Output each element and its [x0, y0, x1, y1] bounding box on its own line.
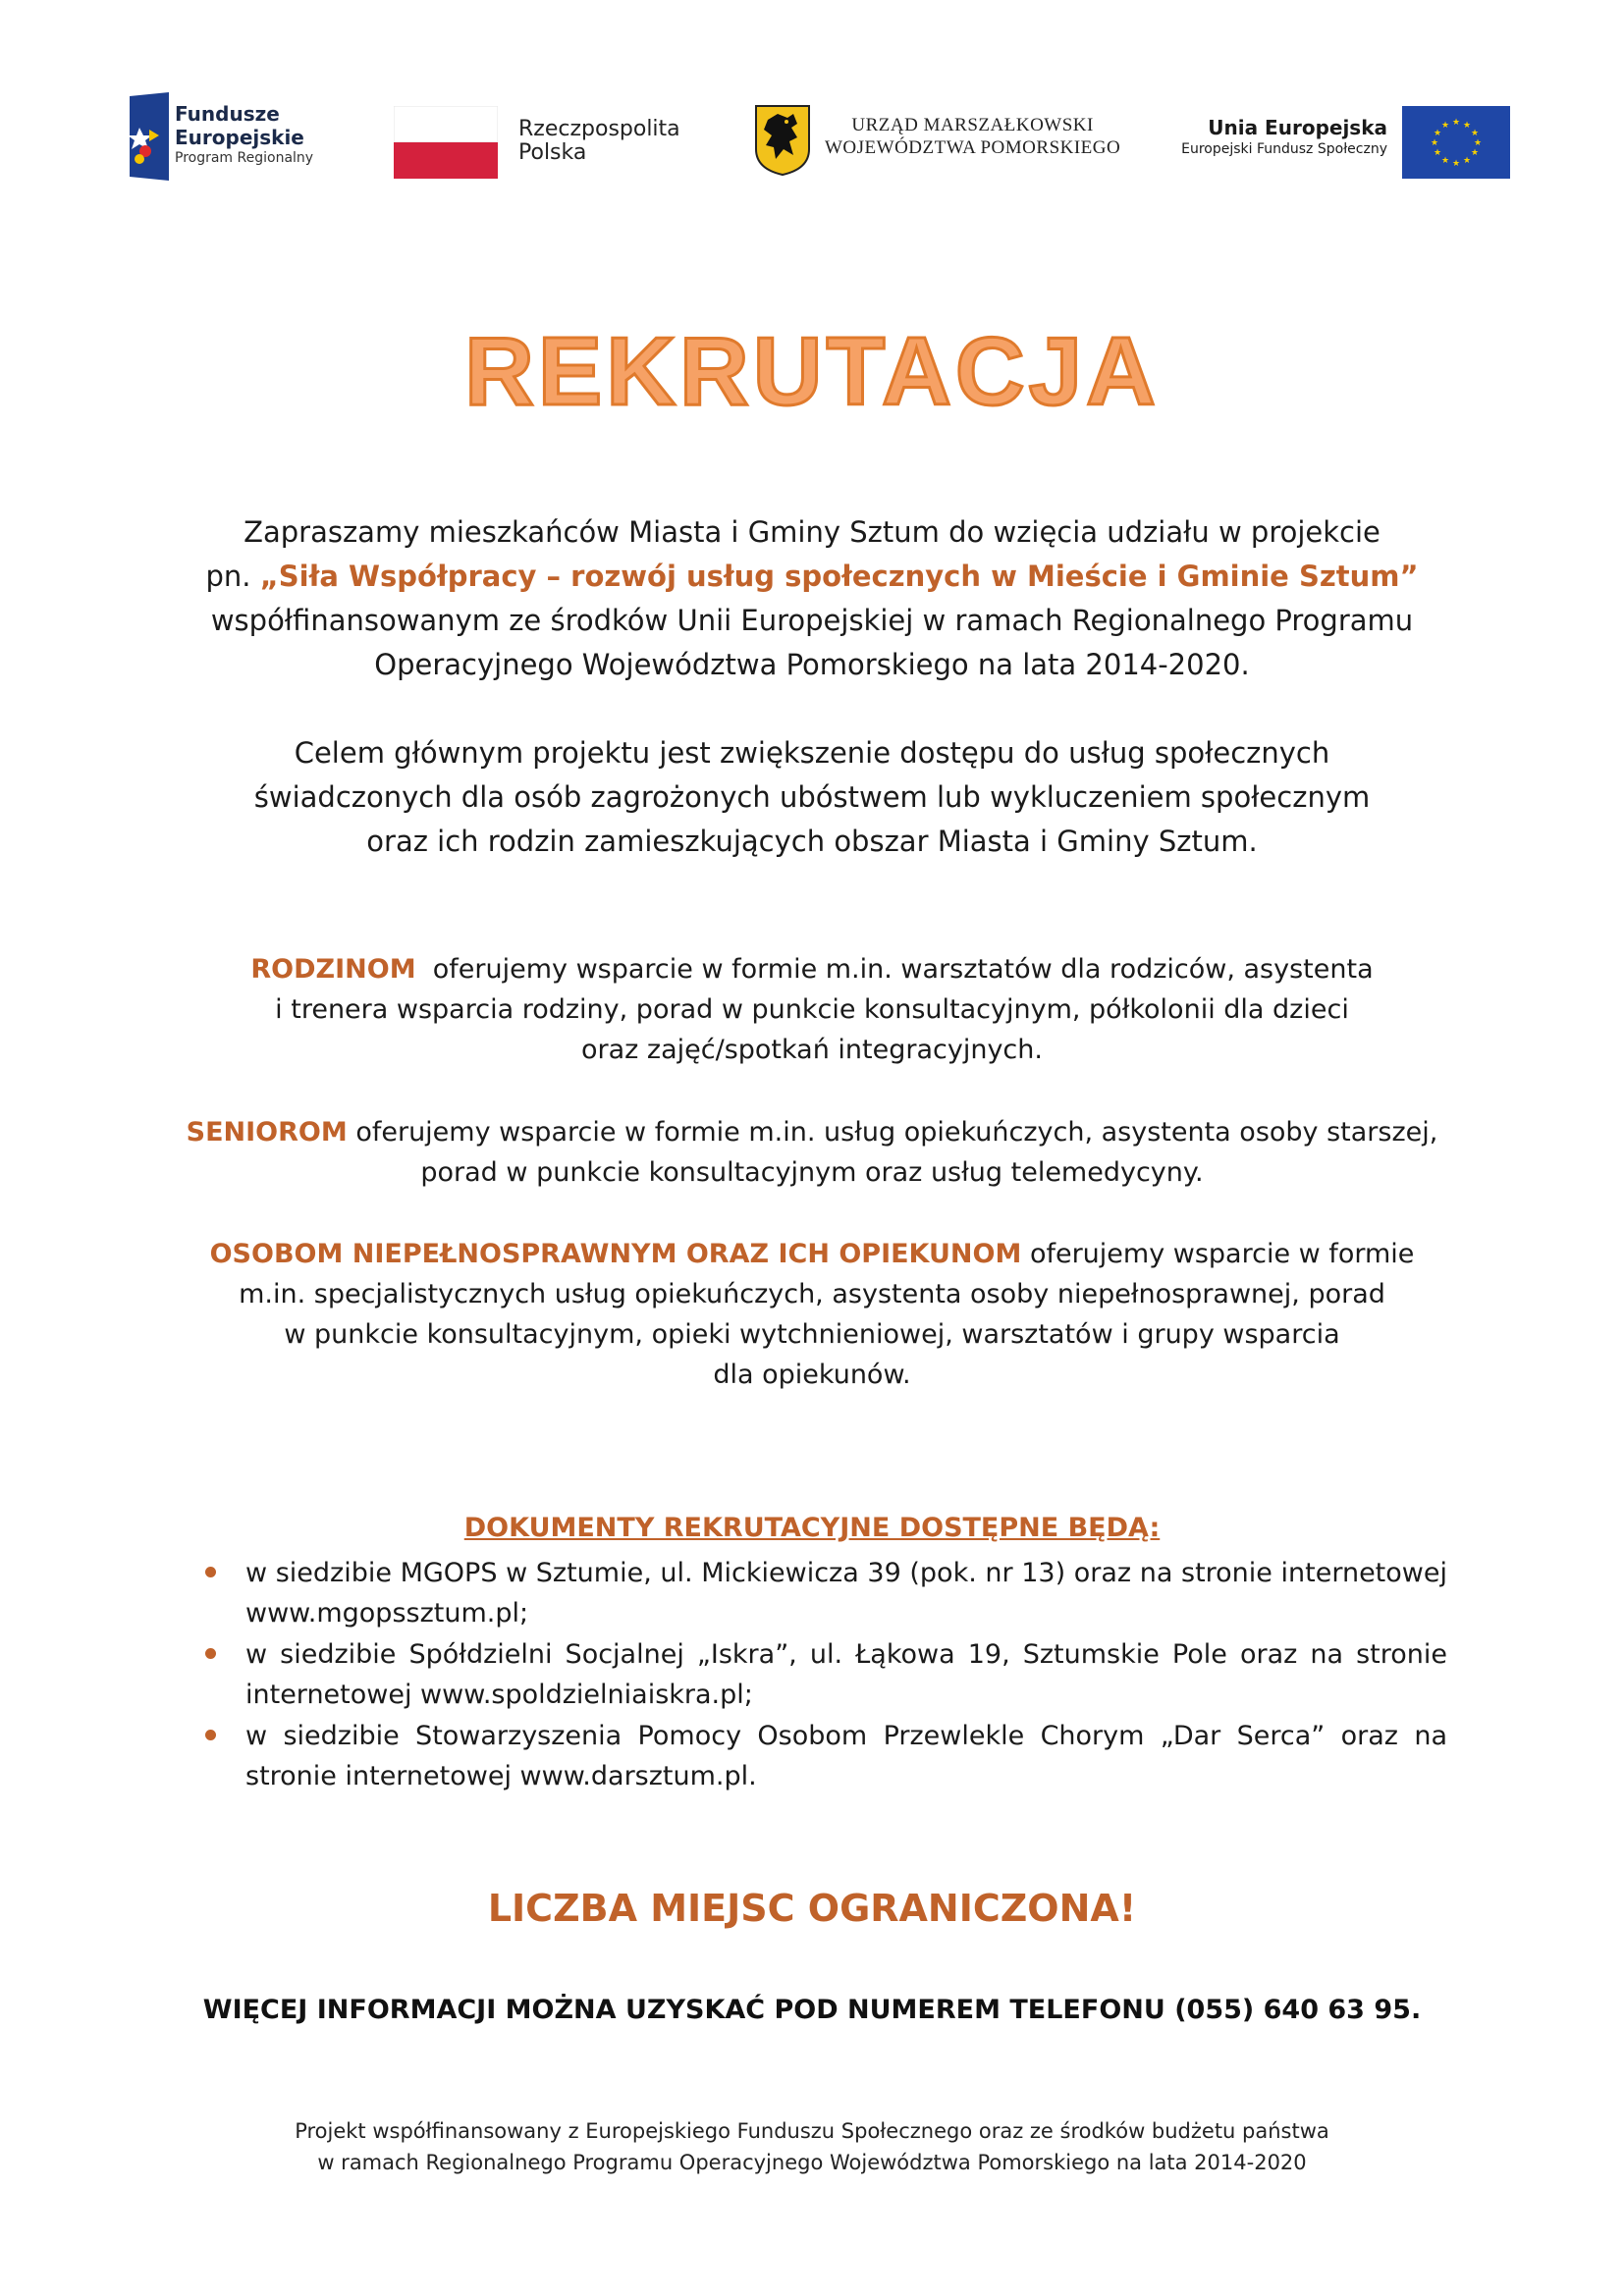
footer [0, 2115, 1624, 2178]
svg-text:★: ★ [1462, 121, 1472, 131]
svg-text:★: ★ [1433, 129, 1442, 138]
svg-text:★: ★ [1470, 148, 1480, 158]
svg-text:★: ★ [1470, 129, 1480, 138]
intro-paragraph [177, 510, 1447, 687]
unia-europejska-logo [1166, 90, 1510, 188]
offer-families [177, 949, 1447, 1070]
polska-line2: Polska [518, 140, 587, 165]
rzeczpospolita-polska-logo [394, 90, 718, 188]
limited-places-notice: LICZBA MIEJSC OGRANICZONA! [487, 1887, 1137, 1930]
offer-disabled-line3: w punkcie konsultacyjnym, opieki wytchnieniowej, warsztatów i grupy wsparcia [284, 1319, 1340, 1350]
fundusze-europejskie-logo [126, 90, 361, 188]
svg-text:★: ★ [1451, 159, 1461, 169]
document-location-1: w siedzibie MGOPS w Sztumie, ul. Mickiewicza 39 (pok. nr 13) oraz na stronie internetowej www.mgopssztum.pl; [245, 1558, 1447, 1629]
page-title: REKRUTACJA [464, 317, 1160, 425]
svg-text:★: ★ [1473, 138, 1483, 148]
svg-text:★: ★ [1440, 156, 1450, 166]
documents-heading: DOKUMENTY REKRUTACYJNE DOSTĘPNE BĘDĄ: [463, 1513, 1161, 1543]
ue-line2: Europejski Fundusz Społeczny [1181, 141, 1387, 157]
footer-line1: Projekt współfinansowany z Europejskiego Funduszu Społecznego oraz ze środków budżetu państwa [295, 2119, 1329, 2143]
document-location-3: w siedzibie Stowarzyszenia Pomocy Osobom Przewlekle Chorym „Dar Serca” oraz na stronie internetowej www.darsztum.pl. [245, 1721, 1447, 1791]
polish-flag-icon [394, 106, 498, 179]
offer-families-line3: oraz zajęć/spotkań integracyjnych. [581, 1035, 1043, 1065]
offer-disabled-line4: dla opiekunów. [713, 1360, 911, 1390]
contact-info: WIĘCEJ INFORMACJI MOŻNA UZYSKAĆ POD NUMEREM TELEFONU (055) 640 63 95. [202, 1995, 1422, 2025]
offer-disabled-line2: m.in. specjalistycznych usług opiekuńczych, asystenta osoby niepełnosprawnej, porad [239, 1279, 1385, 1309]
list-item [245, 1634, 1447, 1715]
bullet-icon [205, 1567, 216, 1577]
fundusze-line3: Program Regionalny [175, 150, 314, 166]
urzad-line1: URZĄD MARSZAŁKOWSKI [851, 115, 1094, 135]
offer-families-line2: i trenera wsparcia rodziny, porad w punkcie konsultacyjnym, półkolonii dla dzieci [275, 994, 1349, 1025]
document-location-2: w siedzibie Spółdzielni Socjalnej „Iskra”, ul. Łąkowa 19, Sztumskie Pole oraz na stronie internetowej www.spoldzielniaiskra.pl; [245, 1639, 1447, 1710]
list-item [245, 1716, 1447, 1796]
list-item [245, 1553, 1447, 1633]
ue-line1: Unia Europejska [1208, 116, 1387, 139]
svg-text:★: ★ [1430, 138, 1439, 148]
logo-bar [126, 90, 1510, 188]
offer-families-label: RODZINOM [250, 954, 416, 985]
bullet-icon [205, 1648, 216, 1659]
fundusze-line1: Fundusze [175, 102, 280, 126]
polska-line1: Rzeczpospolita [518, 117, 680, 141]
offer-seniors-label: SENIOROM [186, 1117, 348, 1148]
intro-line2 [177, 555, 1447, 599]
intro-prefix: pn. [205, 560, 260, 593]
urzad-line2: WOJEWÓDZTWA POMORSKIEGO [825, 137, 1121, 158]
griffin-coat-of-arms-icon [754, 104, 811, 177]
offer-families-line1: oferujemy wsparcie w formie m.in. warsztatów dla rodziców, asystenta [415, 954, 1374, 985]
intro-line4: Operacyjnego Województwa Pomorskiego na lata 2014-2020. [374, 648, 1250, 681]
fundusze-line2: Europejskie [175, 126, 304, 149]
goal-line1: Celem głównym projektu jest zwiększenie dostępu do usług społecznych [294, 736, 1330, 770]
svg-text:★: ★ [1440, 121, 1450, 131]
offer-disabled-label: OSOBOM NIEPEŁNOSPRAWNYM ORAZ ICH OPIEKUNOM [209, 1239, 1022, 1269]
offer-seniors-line2: porad w punkcie konsultacyjnym oraz usług telemedycyny. [420, 1157, 1204, 1188]
fundusze-europejskie-icon [126, 90, 173, 183]
offer-seniors-line1: oferujemy wsparcie w formie m.in. usług opiekuńczych, asystenta osoby starszej, [347, 1117, 1438, 1148]
goal-line3: oraz ich rodzin zamieszkujących obszar Miasta i Gminy Sztum. [366, 825, 1258, 858]
offer-seniors [177, 1112, 1447, 1193]
project-name: „Siła Współpracy – rozwój usług społecznych w Mieście i Gminie Sztum” [259, 560, 1419, 593]
svg-text:★: ★ [1462, 156, 1472, 166]
svg-text:★: ★ [1451, 118, 1461, 128]
offer-disabled-line1: oferujemy wsparcie w formie [1021, 1239, 1415, 1269]
footer-line2: w ramach Regionalnego Programu Operacyjnego Województwa Pomorskiego na lata 2014-2020 [317, 2151, 1307, 2174]
bullet-icon [205, 1730, 216, 1740]
intro-line3: współfinansowanym ze środków Unii Europejskiej w ramach Regionalnego Programu [210, 604, 1414, 637]
intro-line1: Zapraszamy mieszkańców Miasta i Gminy Sztum do wzięcia udziału w projekcie [244, 515, 1380, 549]
goal-line2: świadczonych dla osób zagrożonych ubóstwem lub wykluczeniem społecznym [253, 780, 1371, 814]
offer-disabled [177, 1234, 1447, 1395]
eu-flag-icon [1402, 106, 1510, 179]
goal-paragraph [177, 731, 1447, 864]
urzad-marszalkowski-logo [754, 90, 1147, 188]
svg-text:★: ★ [1433, 148, 1442, 158]
documents-list [245, 1553, 1447, 1797]
